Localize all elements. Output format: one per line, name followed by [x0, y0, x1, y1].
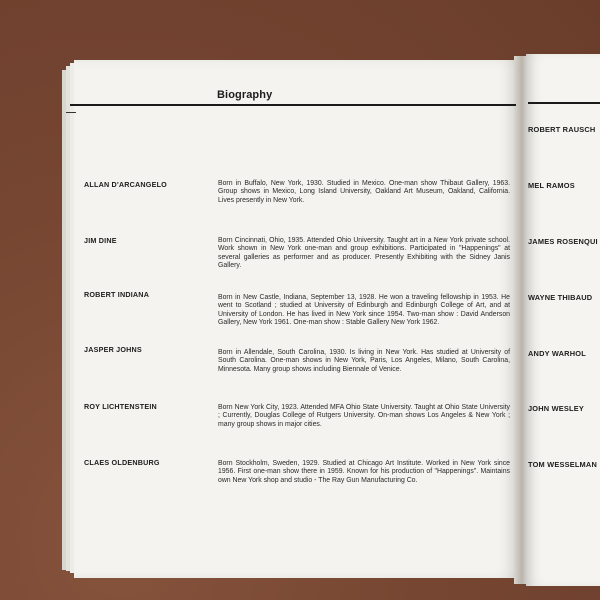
artist-name: CLAES OLDENBURG [84, 458, 160, 467]
right-artist-name: ANDY WARHOL [528, 349, 586, 358]
header-rule-right [528, 102, 600, 104]
artist-name: ALLAN D'ARCANGELO [84, 180, 167, 189]
artist-bio: Born New York City, 1923. Attended MFA Ohio State University. Taught at Ohio State University ; Currently, Douglas College of Rutgers University. On-man shows Los Angeles & New York ; many group shows in major cities. [218, 404, 510, 428]
right-artist-name: WAYNE THIBAUD [528, 293, 593, 302]
artist-name: ROBERT INDIANA [84, 290, 150, 299]
artist-name: JASPER JOHNS [84, 345, 142, 354]
artist-bio: Born Cincinnati, Ohio, 1935. Attended Ohio University. Taught art in a New York private school. Work shown in New York one-man and group exhibitions. Participated in "Happenings" at several galleries as performer and as producer. Presently Exhibiting with the Sidney Janis Gallery. [218, 237, 510, 269]
right-artist-name: JOHN WESLEY [528, 404, 584, 413]
page-title: Biography [217, 89, 273, 101]
right-artist-name: TOM WESSELMAN [528, 460, 597, 469]
artist-bio: Born Stockholm, Sweden, 1929. Studied at Chicago Art Institute. Worked in New York since 1956. First one-man show there in 1959. Known for his production of "Happenings". Maintains own New York shop and studio - The Ray Gun Manufacturing Co. [218, 460, 510, 484]
right-artist-name: ROBERT RAUSCH [528, 125, 596, 134]
right-artist-name: JAMES ROSENQUI [528, 237, 598, 246]
artist-bio: Born in Buffalo, New York, 1930. Studied in Mexico. One-man show Thibaut Gallery, 1963. Group shows in Mexico, Long Island University, Oakland Art Museum, Oakland, California. Lives presently in New York. [218, 180, 510, 204]
header-rule [70, 104, 516, 106]
artist-bio: Born in New Castle, Indiana, September 13, 1928. He won a traveling fellowship in 1953. He went to Scotland ; studied at University of Edinburgh and Edinburgh College of Art, and at University of London. He has lived in New York since 1954. Two-man show : David Anderson Gallery, New York 1961. One-man show : Stable Gallery New York 1962. [218, 294, 510, 326]
artist-name: JIM DINE [84, 236, 117, 245]
right-artist-name: MEL RAMOS [528, 181, 575, 190]
artist-name: ROY LICHTENSTEIN [84, 402, 157, 411]
artist-bio: Born in Allendale, South Carolina, 1930. Is living in New York. Has studied at University of South Carolina. One-man shows in New York, Paris, Los Angeles, Milano, South Carolina, Minnesota. Many group shows including Biennale of Venice. [218, 349, 510, 373]
header-rule-edge [66, 112, 76, 113]
